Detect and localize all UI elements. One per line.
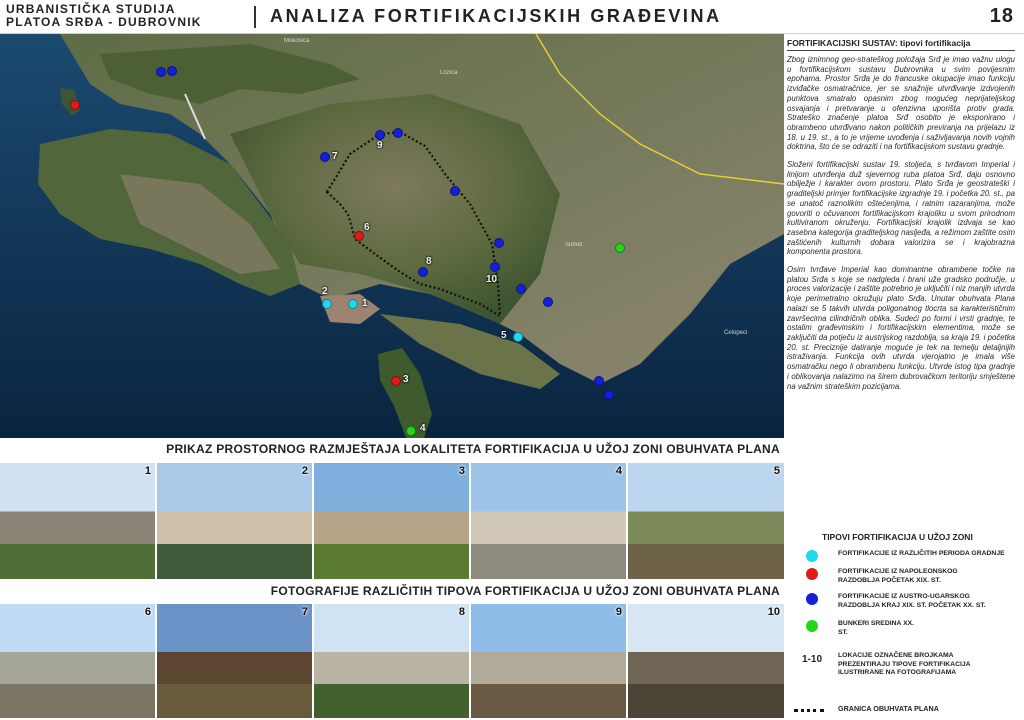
fortification-photo[interactable] — [314, 463, 469, 579]
marker-number: 8 — [426, 256, 432, 267]
legend-item-label: FORTIFIKACIJE IZ RAZLIČITIH PERIODA GRADNJE — [838, 550, 1005, 557]
fortification-marker[interactable] — [543, 297, 553, 307]
map-label-celopeci: Čelopeci — [724, 330, 748, 336]
marker-number: 6 — [364, 222, 370, 233]
fortification-marker-2[interactable] — [322, 299, 332, 309]
legend-item-label: BUNKERI SREDINA XX. ST. — [838, 620, 915, 636]
description-heading: FORTIFIKACIJSKI SUSTAV: tipovi fortifikacija — [787, 38, 1015, 51]
fortification-photo[interactable] — [0, 604, 155, 718]
map-legend — [790, 528, 1022, 718]
fortification-photo[interactable] — [471, 463, 626, 579]
marker-number: 1 — [362, 298, 368, 309]
fortification-photo[interactable] — [471, 604, 626, 718]
red-dot-icon — [806, 568, 818, 580]
map-label-lozica: Lozica — [440, 70, 458, 76]
map-caption: PRIKAZ PROSTORNOG RAZMJEŠTAJA LOKALITETA FORTIFIKACIJA U UŽOJ ZONI OBUHVATA PLANA — [166, 442, 780, 456]
fortification-marker-1[interactable] — [348, 299, 358, 309]
marker-number: 2 — [322, 286, 328, 297]
marker-number: 7 — [332, 151, 338, 162]
fortification-photo[interactable] — [0, 463, 155, 579]
photo-number: 9 — [615, 606, 622, 618]
fortification-marker[interactable] — [516, 284, 526, 294]
header-divider — [254, 6, 256, 28]
marker-number: 9 — [377, 140, 383, 151]
photo-number: 6 — [144, 606, 151, 618]
photo-number: 10 — [767, 606, 780, 618]
fortification-photo[interactable] — [628, 463, 784, 579]
fortification-marker-7[interactable] — [320, 152, 330, 162]
blue-dot-icon — [806, 593, 818, 605]
boundary-line-icon — [794, 709, 824, 712]
fortification-marker[interactable] — [604, 390, 614, 400]
fortification-marker[interactable] — [594, 376, 604, 386]
page-header — [0, 0, 1024, 34]
legend-range-label: 1-10 — [802, 654, 823, 665]
description-paragraph: Složeni fortifikacijski sustav 19. stoljeća, s tvrđavom Imperial i linijom utvrđenja duž sjevernog ruba platoa Srđ, daju osnovno obilježje i karakter ovom prostoru. Plato Srđa je geostrateški i graditeljski primjer fortifikacijske izgradnje 19. i početka 20. st., pa se unatoč raznolikim oštećenjima, i ratnim razaranjima, može govoriti o očuvanom fortifikacijskom krajoliku u svom prirodnom kultiviranom okruženju. Fortifikacijski krajolik izdvaja se kao zasebna kategorija graditeljskog nasljeđa, a režimom zaštite osim zaštićenih kulturnih dobara valorizira se i krajobrazna komponenta prostora. — [787, 160, 1015, 257]
legend-boundary-text: GRANICA OBUHVATA PLANA — [838, 704, 939, 713]
page-title: ANALIZA FORTIFIKACIJSKIH GRAĐEVINA — [270, 6, 722, 26]
marker-number: 3 — [403, 374, 409, 385]
fortification-marker-9[interactable] — [375, 130, 385, 140]
description-paragraph: Osim tvrđave Imperial kao dominantne obrambene točke na platou Srđa s koje se nadgleda i brani uže gradsko područje, u proces valorizacije i zaštite potrebno je uključiti i niz manjih utvrda koje perimetralno okružuju plato Srđa. Unutar obuhvata Plana nalazi se 5 takvih utvrda poligonalnog tlocrta sa karakterističnim završecima cilindričnih oblika. Sudeći po formi i vrsti gradnje, te ostalim građevinskim i fortifikacijskim elementima, može se zaključiti da potječu iz austrijskog razdoblja, sa kraja 19. i početka 20. st. Preciznije datiranje moguće je tek na temelju detaljnijih istraživanja. Funkcija ovih utvrda vjerojatno je imala više osmatračku nego li obrambenu funkciju. Utvrde istog tipa gradnje i oblikovanja nalazimo na širem dubrovačkom teritoriju smještene na važnim strateškim pozicijama. — [787, 265, 1015, 391]
fortification-marker[interactable] — [615, 243, 625, 253]
map-label-sumet: Sumet — [565, 242, 583, 248]
photo-number: 3 — [458, 465, 465, 477]
fortification-photo[interactable] — [314, 604, 469, 718]
fortification-marker[interactable] — [494, 238, 504, 248]
marker-number: 5 — [501, 330, 507, 341]
marker-number: 4 — [420, 423, 426, 434]
fortification-marker[interactable] — [450, 186, 460, 196]
page-number: 18 — [989, 5, 1014, 27]
fortification-photo[interactable] — [157, 604, 312, 718]
studio-line-2: PLATOA SRĐA - DUBROVNIK — [6, 15, 202, 29]
studio-title — [6, 3, 202, 29]
fortification-marker-4[interactable] — [406, 426, 416, 436]
fortification-marker-3[interactable] — [391, 376, 401, 386]
fortification-photo[interactable] — [157, 463, 312, 579]
satellite-map — [0, 34, 784, 438]
fortification-marker-10[interactable] — [490, 262, 500, 272]
photo-number: 8 — [458, 606, 465, 618]
cyan-dot-icon — [806, 550, 818, 562]
fortification-marker[interactable] — [167, 66, 177, 76]
photos-caption: FOTOGRAFIJE RAZLIČITIH TIPOVA FORTIFIKACIJA U UŽOJ ZONI OBUHVATA PLANA — [270, 584, 780, 598]
legend-item-label: FORTIFIKACIJE IZ NAPOLEONSKOG RAZDOBLJA POČETAK XIX. ST. — [838, 568, 958, 584]
studio-line-1: URBANISTIČKA STUDIJA — [6, 2, 176, 16]
legend-range-text: LOKACIJE OZNAČENE BROJKAMA PREZENTIRAJU TIPOVE FORTIFIKACIJA ILUSTRIRANE NA FOTOGRAFIJAMA — [838, 652, 971, 676]
fortification-marker[interactable] — [70, 100, 80, 110]
photo-number: 5 — [773, 465, 780, 477]
fortification-marker-8[interactable] — [418, 267, 428, 277]
map-label-mokosica: Mokošica — [284, 38, 310, 44]
description-column — [787, 38, 1015, 399]
photo-number: 4 — [615, 465, 622, 477]
photo-number: 2 — [301, 465, 308, 477]
fortification-marker-5[interactable] — [513, 332, 523, 342]
fortification-photo[interactable] — [628, 604, 784, 718]
photo-number: 7 — [301, 606, 308, 618]
legend-title: TIPOVI FORTIFIKACIJA U UŽOJ ZONI — [822, 532, 973, 542]
description-paragraph: Zbog iznimnog geo-strateškog položaja Srđ je imao važnu ulogu u fortifikacijskom sustavu Dubrovnika u svim povijesnim epohama. Prostor Srđa je do francuske okupacije imao funkciju izviđačke osmatračnice, jer se snažnije utvrđivanje izdvojenih punktova smatralo opasnim zbog mogućeg neprijateljskog osvajanja i pretvaranje u ofenzivna uporišta protiv grada. Strateško značenje platoa Srđ osobito je eksponirano i obrambeno utvrđivano nakon političkih previranja na prijelazu iz 18. u 19. st., a to je vrijeme uvođenja i saživljavanja novih vojnih doktrina, što će se odraziti i na fortifikacijskom sustavu gradnje. — [787, 55, 1015, 152]
fortification-marker[interactable] — [393, 128, 403, 138]
fortification-marker[interactable] — [156, 67, 166, 77]
green-dot-icon — [806, 620, 818, 632]
legend-item-label: FORTIFIKACIJE IZ AUSTRO-UGARSKOG RAZDOBLJA KRAJ XIX. ST. POČETAK XX. ST. — [838, 593, 986, 609]
marker-number: 10 — [486, 274, 498, 285]
fortification-marker-6[interactable] — [354, 231, 364, 241]
photo-number: 1 — [144, 465, 151, 477]
